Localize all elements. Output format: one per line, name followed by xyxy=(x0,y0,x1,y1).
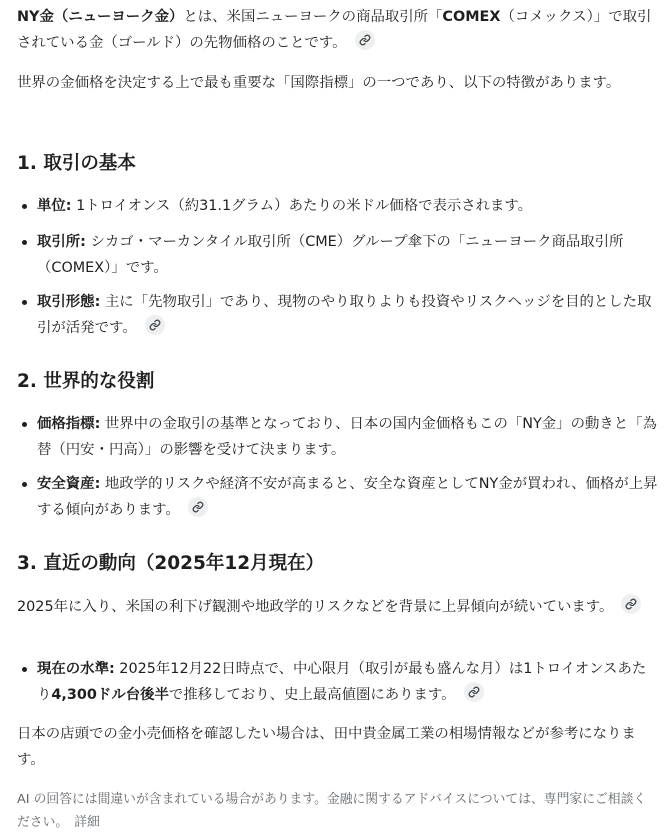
role-list-index xyxy=(17,411,658,463)
basics-list xyxy=(17,193,658,219)
list-item xyxy=(17,656,658,708)
intro-text-2: （コメックス）」で取引されている金（ゴールド）の先物価格のことです。 xyxy=(17,9,652,51)
basics-list-type xyxy=(17,289,658,341)
item-text: 2025年12月22日時点で、中心限月（取引が最も盛んな月）は1トロイオンスあたり xyxy=(37,661,647,703)
disclaimer-text: AI の回答には間違いが含まれている場合があります。金融に関するアドバイスについては、専門家にご相談ください。 xyxy=(17,792,647,830)
section-heading-role: 2. 世界的な役割 xyxy=(17,371,155,392)
item-text: 1トロイオンス（約31.1グラム）あたりの米ドル価格で表示されます。 xyxy=(71,198,533,214)
section-heading-trend: 3. 直近の動向（2025年12月現在） xyxy=(17,553,325,574)
item-label: 安全資産: xyxy=(37,476,101,492)
intro-term: NY金（ニューヨーク金） xyxy=(17,9,184,25)
item-text: 地政学的リスクや経済不安が高まると、安全な資産としてNY金が買われ、価格が上昇する傾向があります。 xyxy=(37,476,658,518)
trend-list xyxy=(17,656,658,708)
ai-disclaimer xyxy=(17,788,658,834)
list-item xyxy=(17,411,658,463)
intro-paragraph-2: 世界の金価格を決定する上で最も重要な「国際指標」の一つであり、以下の特徴があります。 xyxy=(17,75,621,91)
intro-paragraph xyxy=(17,4,658,56)
list-item xyxy=(17,193,658,219)
role-list-safe-asset xyxy=(17,471,658,523)
details-link[interactable]: 詳細 xyxy=(74,815,100,830)
list-item xyxy=(17,229,658,281)
item-label: 取引所: xyxy=(37,234,86,250)
trend-paragraph xyxy=(17,594,658,620)
item-label: 価格指標: xyxy=(37,416,101,432)
item-text: 主に「先物取引」であり、現物のやり取りよりも投資やリスクヘッジを目的とした取引が活発です。 xyxy=(37,294,652,336)
source-link-button[interactable] xyxy=(355,30,375,50)
list-item xyxy=(17,471,658,523)
item-text: シカゴ・マーカンタイル取引所（CME）グループ傘下の「ニューヨーク商品取引所（COMEX）」です。 xyxy=(37,234,624,276)
price-emphasis: 4,300ドル台後半 xyxy=(51,687,169,703)
intro-text-1: とは、米国ニューヨークの商品取引所「 xyxy=(183,9,443,25)
list-item xyxy=(17,289,658,341)
section-heading-basics: 1. 取引の基本 xyxy=(17,153,136,174)
item-label: 単位: xyxy=(37,198,72,214)
source-link-button[interactable] xyxy=(621,594,641,614)
link-icon xyxy=(625,598,637,610)
source-link-button[interactable] xyxy=(464,682,484,702)
link-icon xyxy=(149,319,161,331)
closing-paragraph: 日本の店頭での金小売価格を確認したい場合は、田中貴金属工業の相場情報などが参考になります。 xyxy=(17,726,636,768)
link-icon xyxy=(359,34,371,46)
item-label: 現在の水準: xyxy=(37,661,115,677)
link-icon xyxy=(468,686,480,698)
trend-text: 2025年に入り、米国の利下げ観測や地政学的リスクなどを背景に上昇傾向が続いています。 xyxy=(17,599,614,615)
source-link-button[interactable] xyxy=(145,315,165,335)
item-text-2: で推移しており、史上最高値圏にあります。 xyxy=(168,687,456,703)
item-text: 世界中の金取引の基準となっており、日本の国内金価格もこの「NY金」の動きと「為替（円安・円高）」の影響を受けて決まります。 xyxy=(37,416,657,458)
item-label: 取引形態: xyxy=(37,294,101,310)
link-icon xyxy=(192,501,204,513)
source-link-button[interactable] xyxy=(188,497,208,517)
basics-list-exchange xyxy=(17,229,658,281)
intro-exchange: COMEX xyxy=(442,9,501,25)
